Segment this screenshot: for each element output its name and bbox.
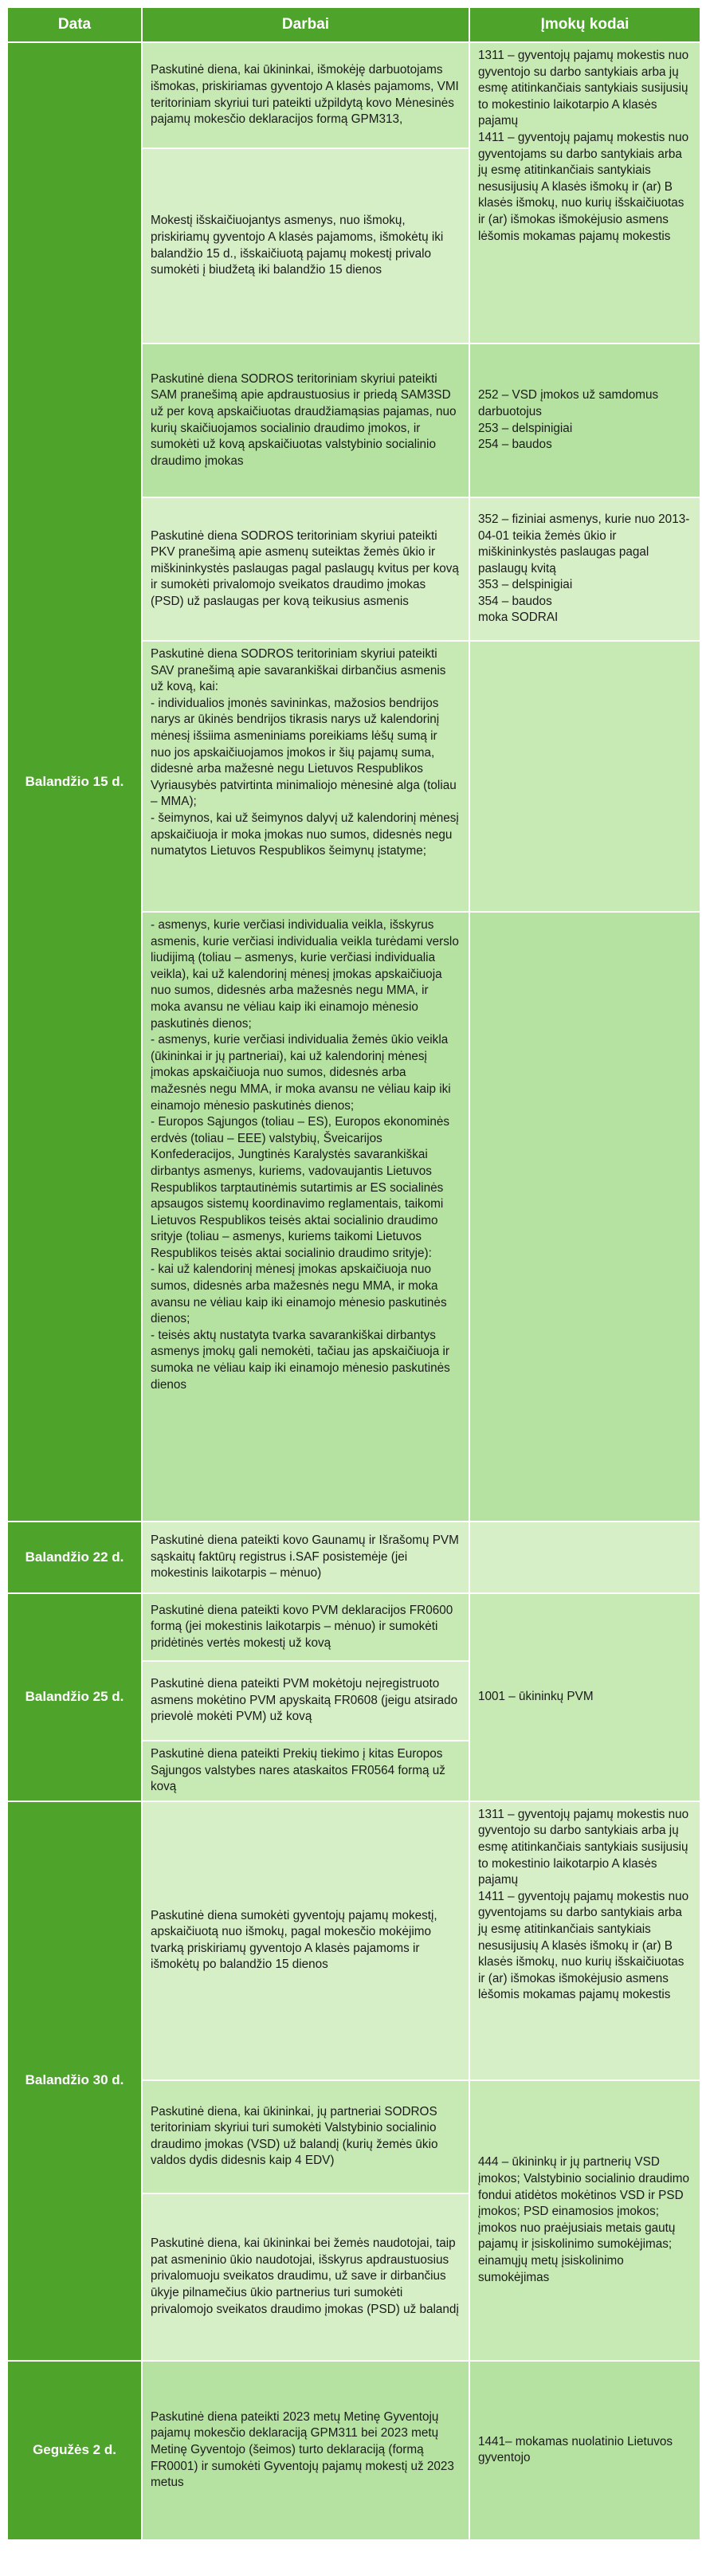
table-header-row bbox=[7, 7, 700, 42]
row-date-apr30: Balandžio 30 d. bbox=[7, 1801, 142, 2361]
table-row bbox=[7, 1801, 700, 2080]
work-item: Paskutinė diena SODROS teritoriniam skyriui pateikti SAM pranešimą apie apdraustuosius ir priedą SAM3SD už per kovą apskaičiuotas draudžiamąsias pajamas, nuo kurių skaičiuojamos socialinio draudimo įmokos, ir sumokėti už kovą apskaičiuotas valstybinio socialinio draudimo įmokas bbox=[142, 344, 469, 497]
payment-codes: 252 – VSD įmokos už samdomus darbuotojus 253 – delspinigiai 254 – baudos bbox=[469, 344, 700, 497]
work-item: Paskutinė diena pateikti Prekių tiekimo į kitas Europos Sąjungos valstybes nares ataskaitos FR0564 formą už kovą bbox=[142, 1741, 469, 1801]
tax-calendar-table bbox=[6, 6, 701, 2541]
payment-codes: 352 – fiziniai asmenys, kurie nuo 2013-04-01 teikia žemės ūkio ir miškininkystės paslaugas pagal paslaugų kvitą 353 – delspinigiai 354 – baudos moka SODRAI bbox=[469, 497, 700, 641]
work-item: Paskutinė diena pateikti kovo Gaunamų ir Išrašomų PVM sąskaitų faktūrų registrus i.SAF posistemėje (jei mokestinis laikotarpis – mėnuo) bbox=[142, 1522, 469, 1593]
work-item: Paskutinė diena pateikti PVM mokėtoju neįregistruoto asmens mokėtino PVM apyskaitą FR0608 (jeigu atsirado prievolė mokėti PVM) už kovą bbox=[142, 1661, 469, 1741]
work-item: Paskutinė diena, kai ūkininkai, jų partneriai SODROS teritoriniam skyriui turi sumokėti Valstybinio socialinio draudimo įmokas (VSD) už balandį (kurių žemės ūkio valdos dydis didesnis kaip 4 EDV) bbox=[142, 2080, 469, 2193]
table-row bbox=[7, 42, 700, 148]
header-work: Darbai bbox=[142, 7, 469, 42]
row-date-apr22: Balandžio 22 d. bbox=[7, 1522, 142, 1593]
table-row bbox=[7, 1522, 700, 1593]
payment-codes-empty bbox=[469, 1522, 700, 1593]
row-date-apr15: Balandžio 15 d. bbox=[7, 42, 142, 1522]
payment-codes-empty bbox=[469, 641, 700, 912]
work-item: Paskutinė diena sumokėti gyventojų pajamų mokestį, apskaičiuotą nuo išmokų, pagal mokesčio mokėjimo tvarką priskiriamų gyventojo A klasės pajamoms ir išmokėtų po balandžio 15 dienos bbox=[142, 1801, 469, 2080]
work-item: Paskutinė diena pateikti 2023 metų Metinę Gyventojų pajamų mokesčio deklaraciją GPM311 bei 2023 metų Metinę Gyventojo (šeimos) turto deklaraciją (formą FR0001) ir sumokėti Gyventojų pajamų mokestį už 2023 metus bbox=[142, 2361, 469, 2540]
row-date-apr25: Balandžio 25 d. bbox=[7, 1593, 142, 1801]
row-date-may2: Gegužės 2 d. bbox=[7, 2361, 142, 2540]
table-row bbox=[7, 2361, 700, 2540]
payment-codes: 1001 – ūkininkų PVM bbox=[469, 1593, 700, 1801]
work-item: Paskutinė diena pateikti kovo PVM deklaracijos FR0600 formą (jei mokestinis laikotarpis – mėnuo) ir sumokėti pridėtinės vertės mokestį už kovą bbox=[142, 1593, 469, 1661]
payment-codes: 1311 – gyventojų pajamų mokestis nuo gyventojo su darbo santykiais arba jų esmę atitinkančiais santykiais susijusių to mokestinio laikotarpio A klasės pajamų 1411 – gyventojų pajamų mokestis nuo gyventojams su darbo santykiais arba jų esmę atitinkančiais santykiais nesusijusių A klasės išmokų ir (ar) B klasės išmokų, nuo kurių išskaičiuotas ir (ar) išmokas išmokėjusio asmens lėšomis mokamas pajamų mokestis bbox=[469, 42, 700, 344]
work-item: Paskutinė diena, kai ūkininkai, išmokėję darbuotojams išmokas, priskiriamas gyventojo A klasės pajamoms, VMI teritoriniam skyriui turi pateikti užpildytą kovo Mėnesinės pajamų mokesčio deklaracijos formą GPM313, bbox=[142, 42, 469, 148]
payment-codes-empty bbox=[469, 912, 700, 1522]
header-date: Data bbox=[7, 7, 142, 42]
work-item: - asmenys, kurie verčiasi individualia veikla, išskyrus asmenis, kurie verčiasi individualia veikla turėdami verslo liudijimą (toliau – asmenys, kurie verčiasi individualia veikla), kai už kalendorinį mėnesį įmokas apskaičiuoja nuo sumos, didesnės arba mažesnės negu MMA, ir moka avansu ne vėliau kaip iki einamojo mėnesio paskutinės dienos; - asmenys, kurie verčiasi individualia žemės ūkio veikla (ūkininkai ir jų partneriai), kai už kalendorinį mėnesį įmokas apskaičiuoja nuo sumos, didesnės arba mažesnės negu MMA, ir moka avansu ne vėliau kaip iki einamojo mėnesio paskutinės dienos; - Europos Sąjungos (toliau – ES), Europos ekonominės erdvės (toliau – EEE) valstybių, Šveicarijos Konfederacijos, Jungtinės Karalystės savarankiškai dirbantys asmenys, kuriems, vadovaujantis Lietuvos Respublikos tarptautinėmis sutartimis ar ES socialinės apsaugos sistemų koordinavimo reglamentais, taikomi Lietuvos Respublikos teisės aktai socialinio draudimo srityje (toliau – asmenys, kuriems taikomi Lietuvos Respublikos teisės aktai socialinio draudimo srityje): - kai už kalendorinį mėnesį įmokas apskaičiuoja nuo sumos, didesnės arba mažesnės negu MMA, ir moka avansu ne vėliau kaip iki einamojo mėnesio paskutinės dienos; - teisės aktų nustatyta tvarka savarankiškai dirbantys asmenys įmokų gali nemokėti, tačiau jas apskaičiuoja ir sumoka ne vėliau kaip iki einamojo mėnesio paskutinės dienos bbox=[142, 912, 469, 1522]
header-codes: Įmokų kodai bbox=[469, 7, 700, 42]
table-row bbox=[7, 1593, 700, 1661]
work-item: Paskutinė diena SODROS teritoriniam skyriui pateikti PKV pranešimą apie asmenų suteiktas žemės ūkio ir miškininkystės paslaugas pagal paslaugų kvitus per kovą ir sumokėti privalomojo sveikatos draudimo įmokas (PSD) už paslaugas per kovą teikusius asmenis bbox=[142, 497, 469, 641]
work-item: Mokestį išskaičiuojantys asmenys, nuo išmokų, priskiriamų gyventojo A klasės pajamoms, išmokėtų iki balandžio 15 d., išskaičiuotą pajamų mokestį privalo sumokėti į biudžetą iki balandžio 15 dienos bbox=[142, 148, 469, 344]
payment-codes: 1311 – gyventojų pajamų mokestis nuo gyventojo su darbo santykiais arba jų esmę atitinkančiais santykiais susijusių to mokestinio laikotarpio A klasės pajamų 1411 – gyventojų pajamų mokestis nuo gyventojams su darbo santykiais arba jų esmę atitinkančiais santykiais nesusijusių A klasės išmokų ir (ar) B klasės išmokų, nuo kurių išskaičiuotas ir (ar) išmokas išmokėjusio asmens lėšomis mokamas pajamų mokestis bbox=[469, 1801, 700, 2080]
work-item: Paskutinė diena SODROS teritoriniam skyriui pateikti SAV pranešimą apie savarankiškai dirbančius asmenis už kovą, kai: - individualios įmonės savininkas, mažosios bendrijos narys ar ūkinės bendrijos tikrasis narys už kalendorinį mėnesį išsiima asmeniniams poreikiams lėšų sumą ir nuo jos apskaičiuojamos įmokos ir šių pajamų suma, didesnė arba mažesnė negu Lietuvos Respublikos Vyriausybės patvirtinta minimaliojo mėnesinė alga (toliau – MMA); - šeimynos, kai už šeimynos dalyvį už kalendorinį mėnesį apskaičiuoja ir moka įmokas nuo sumos, didesnės negu numatytos Lietuvos Respublikos šeimynų įstatyme; bbox=[142, 641, 469, 912]
payment-codes: 1441– mokamas nuolatinio Lietuvos gyventojo bbox=[469, 2361, 700, 2540]
payment-codes: 444 – ūkininkų ir jų partnerių VSD įmokos; Valstybinio socialinio draudimo fondui atidėtos mokėtinos VSD ir PSD įmokos; PSD einamosios įmokos; įmokos nuo praėjusiais metais gautų pajamų ir įsiskolinimo sumokėjimas; einamųjų metų įsiskolinimo sumokėjimas bbox=[469, 2080, 700, 2361]
work-item: Paskutinė diena, kai ūkininkai bei žemės naudotojai, taip pat asmeninio ūkio naudotojai, išskyrus apdraustuosius privalomuoju sveikatos draudimu, už save ir dirbančius ūkyje pilnamečius ūkio partnerius turi sumokėti privalomojo sveikatos draudimo įmokas (PSD) už balandį bbox=[142, 2193, 469, 2361]
